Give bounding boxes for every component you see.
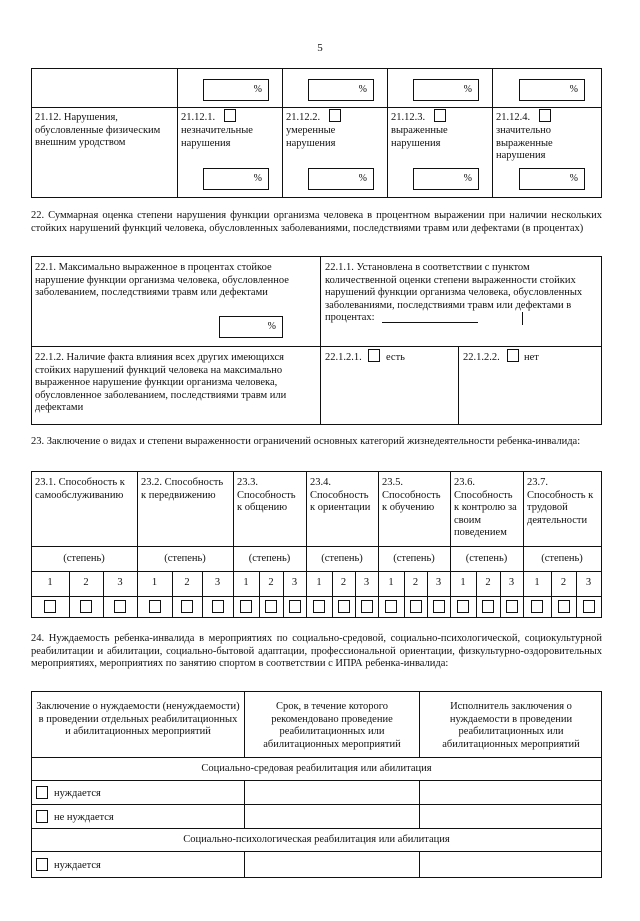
cell-22-1: 22.1. Максимально выраженное в процентах стойкое нарушение функции организма человека, обусловленное заболеванием, последствиями травм или дефектами [35, 262, 289, 298]
degree-checkbox[interactable] [558, 600, 570, 613]
grid-line [450, 471, 451, 618]
heading-22: 22. Суммарная оценка степени нарушения функции организма человека в процентном выражении при наличии нескольких стойких нарушений функций человека, обусловленных заболеваниями, последствиями травм или дефектами (в процентах) [31, 210, 602, 234]
checkbox-needs-2[interactable] [36, 858, 48, 871]
degree-checkbox[interactable] [289, 600, 301, 613]
degree-checkbox[interactable] [361, 600, 373, 613]
ability-column-header: 23.7. Способность к трудовой деятельности [527, 477, 594, 526]
degree-label: (степень) [63, 553, 105, 564]
ability-column-header: 23.6. Способность к контролю за своим поведением [454, 477, 517, 538]
ability-column-header: 23.4. Способность к ориентации [310, 477, 371, 513]
degree-number: 3 [585, 577, 592, 588]
degree-number: 1 [316, 577, 322, 588]
degree-label: (степень) [248, 553, 291, 564]
section-social-psychological: Социально-психологическая реабилитация или абилитация [183, 834, 450, 845]
degree-checkbox[interactable] [240, 600, 252, 613]
degree-checkbox[interactable] [433, 600, 445, 613]
degree-number: 2 [83, 577, 89, 588]
degree-number: 3 [214, 577, 221, 588]
grid-line [31, 471, 32, 618]
fill-line [522, 312, 523, 325]
degree-number: 3 [117, 577, 123, 588]
heading-24: 24. Нуждаемость ребенка-инвалида в мероприятиях по социально-средовой, социально-психологической, социокультурной реабилитации и абилитации, социально-бытовой адаптации, профессиональной ориентации, физкультурно-оздоровительных мероприятиях, мероприятиях по занятию спортом в соответствии с ИПРА ребенка-инвалида: [31, 633, 602, 669]
percent-field[interactable]: % [308, 168, 374, 190]
ability-column-header: 23.1. Способность к самообслуживанию [35, 477, 125, 501]
ability-column-header: 23.5. Способность к обучению [382, 477, 441, 513]
cell-22-1-1: 22.1.1. Установлена в соответствии с пунктом количественной оценки степени выраженности стойких нарушений функции организма человека, обусловленных заболеваниями, последствиями травм или дефектами в процентах: [325, 262, 583, 323]
degree-label: (степень) [393, 553, 435, 564]
checkbox-no[interactable] [507, 349, 519, 362]
degree-checkbox[interactable] [457, 600, 469, 613]
degree-label: (степень) [541, 553, 583, 564]
degree-checkbox[interactable] [265, 600, 277, 613]
percent-field[interactable]: % [308, 79, 374, 101]
degree-checkbox[interactable] [80, 600, 92, 613]
degree-number: 1 [534, 577, 540, 588]
page-number: 5 [317, 42, 323, 54]
percent-field[interactable]: % [413, 168, 479, 190]
checkbox-21-12-3[interactable] [434, 109, 446, 122]
fill-line[interactable] [382, 322, 478, 323]
checkbox-yes[interactable] [368, 349, 380, 362]
header-conclusion: Заключение о нуждаемости (ненуждаемости) в проведении отдельных реабилитационных и абилитационных мероприятий [36, 701, 240, 737]
degree-number: 1 [151, 577, 158, 588]
label-21-12-4: значительно выраженные нарушения [496, 125, 553, 161]
degree-checkbox[interactable] [313, 600, 325, 613]
degree-checkbox[interactable] [212, 600, 224, 613]
degree-number: 3 [435, 577, 442, 588]
ability-column-header: 23.2. Способность к передвижению [141, 477, 224, 501]
code-22-1-2-1: 22.1.2.1. [325, 352, 362, 363]
degree-checkbox[interactable] [149, 600, 161, 613]
grid-line [233, 471, 234, 618]
degree-checkbox[interactable] [181, 600, 193, 613]
checkbox-21-12-2[interactable] [329, 109, 341, 122]
heading-23: 23. Заключение о видах и степени выраженности ограничений основных категорий жизнедеятельности ребенка-инвалида: [31, 436, 581, 447]
degree-label: (степень) [164, 553, 206, 564]
grid-line [306, 471, 307, 618]
code-21-12-3: 21.12.3. [391, 112, 426, 123]
grid-line [523, 471, 524, 618]
degree-checkbox[interactable] [410, 600, 422, 613]
label-not-needs: не нуждается [54, 812, 114, 823]
grid-line [137, 471, 138, 618]
code-21-12-4: 21.12.4. [496, 112, 531, 123]
label-yes: есть [386, 352, 405, 363]
degree-checkbox[interactable] [114, 600, 126, 613]
percent-field[interactable]: % [203, 79, 269, 101]
degree-number: 3 [508, 577, 515, 588]
code-21-12-2: 21.12.2. [286, 112, 321, 123]
degree-checkbox[interactable] [482, 600, 494, 613]
degree-checkbox[interactable] [338, 600, 350, 613]
degree-label: (степень) [465, 553, 508, 564]
ability-column-header: 23.3. Способность к общению [237, 477, 296, 513]
degree-number: 2 [485, 577, 491, 588]
degree-number: 1 [47, 577, 53, 588]
grid-line [378, 471, 379, 618]
label-needs-2: нуждается [54, 860, 101, 871]
header-executor: Исполнитель заключения о нуждаемости в проведении реабилитационных или абилитационных мероприятий [442, 701, 580, 750]
code-22-1-2-2: 22.1.2.2. [463, 352, 500, 363]
degree-number: 3 [363, 577, 370, 588]
percent-field[interactable]: % [519, 168, 585, 190]
degree-checkbox[interactable] [44, 600, 56, 613]
percent-field[interactable]: % [519, 79, 585, 101]
degree-checkbox[interactable] [385, 600, 397, 613]
degree-number: 1 [460, 577, 466, 588]
checkbox-21-12-4[interactable] [539, 109, 551, 122]
degree-number: 2 [184, 577, 190, 588]
degree-number: 2 [560, 577, 567, 588]
degree-number: 1 [388, 577, 394, 588]
degree-number: 2 [268, 577, 274, 588]
section-social-environment: Социально-средовая реабилитация или абилитация [201, 763, 432, 774]
label-21-12-3: выраженные нарушения [391, 125, 448, 149]
percent-field[interactable]: % [219, 316, 283, 338]
checkbox-needs[interactable] [36, 786, 48, 799]
checkbox-not-needs[interactable] [36, 810, 48, 823]
cell-22-1-2: 22.1.2. Наличие факта влияния всех других имеющихся стойких нарушений функций человека на максимально выраженное нарушение функции организма человека, обусловленное заболеванием, последствиями травм или дефектами [35, 352, 287, 413]
degree-number: 2 [340, 577, 347, 588]
degree-number: 1 [243, 577, 249, 588]
degree-label: (степень) [321, 553, 363, 564]
label-needs: нуждается [54, 788, 101, 799]
checkbox-21-12-1[interactable] [224, 109, 236, 122]
degree-checkbox[interactable] [583, 600, 595, 613]
label-21-12-2: умеренные нарушения [286, 125, 336, 149]
degree-checkbox[interactable] [506, 600, 518, 613]
degree-number: 2 [412, 577, 419, 588]
header-term: Срок, в течение которого рекомендовано проведение реабилитационных или абилитационных мероприятий [263, 701, 401, 750]
row-label-21-12: 21.12. Нарушения, обусловленные физическим внешним уродством [35, 112, 161, 148]
degree-number: 3 [291, 577, 298, 588]
code-21-12-1: 21.12.1. [181, 112, 216, 123]
degree-checkbox[interactable] [531, 600, 543, 613]
percent-field[interactable]: % [203, 168, 269, 190]
percent-field[interactable]: % [413, 79, 479, 101]
label-no: нет [524, 352, 539, 363]
label-21-12-1: незначительные нарушения [181, 125, 253, 149]
